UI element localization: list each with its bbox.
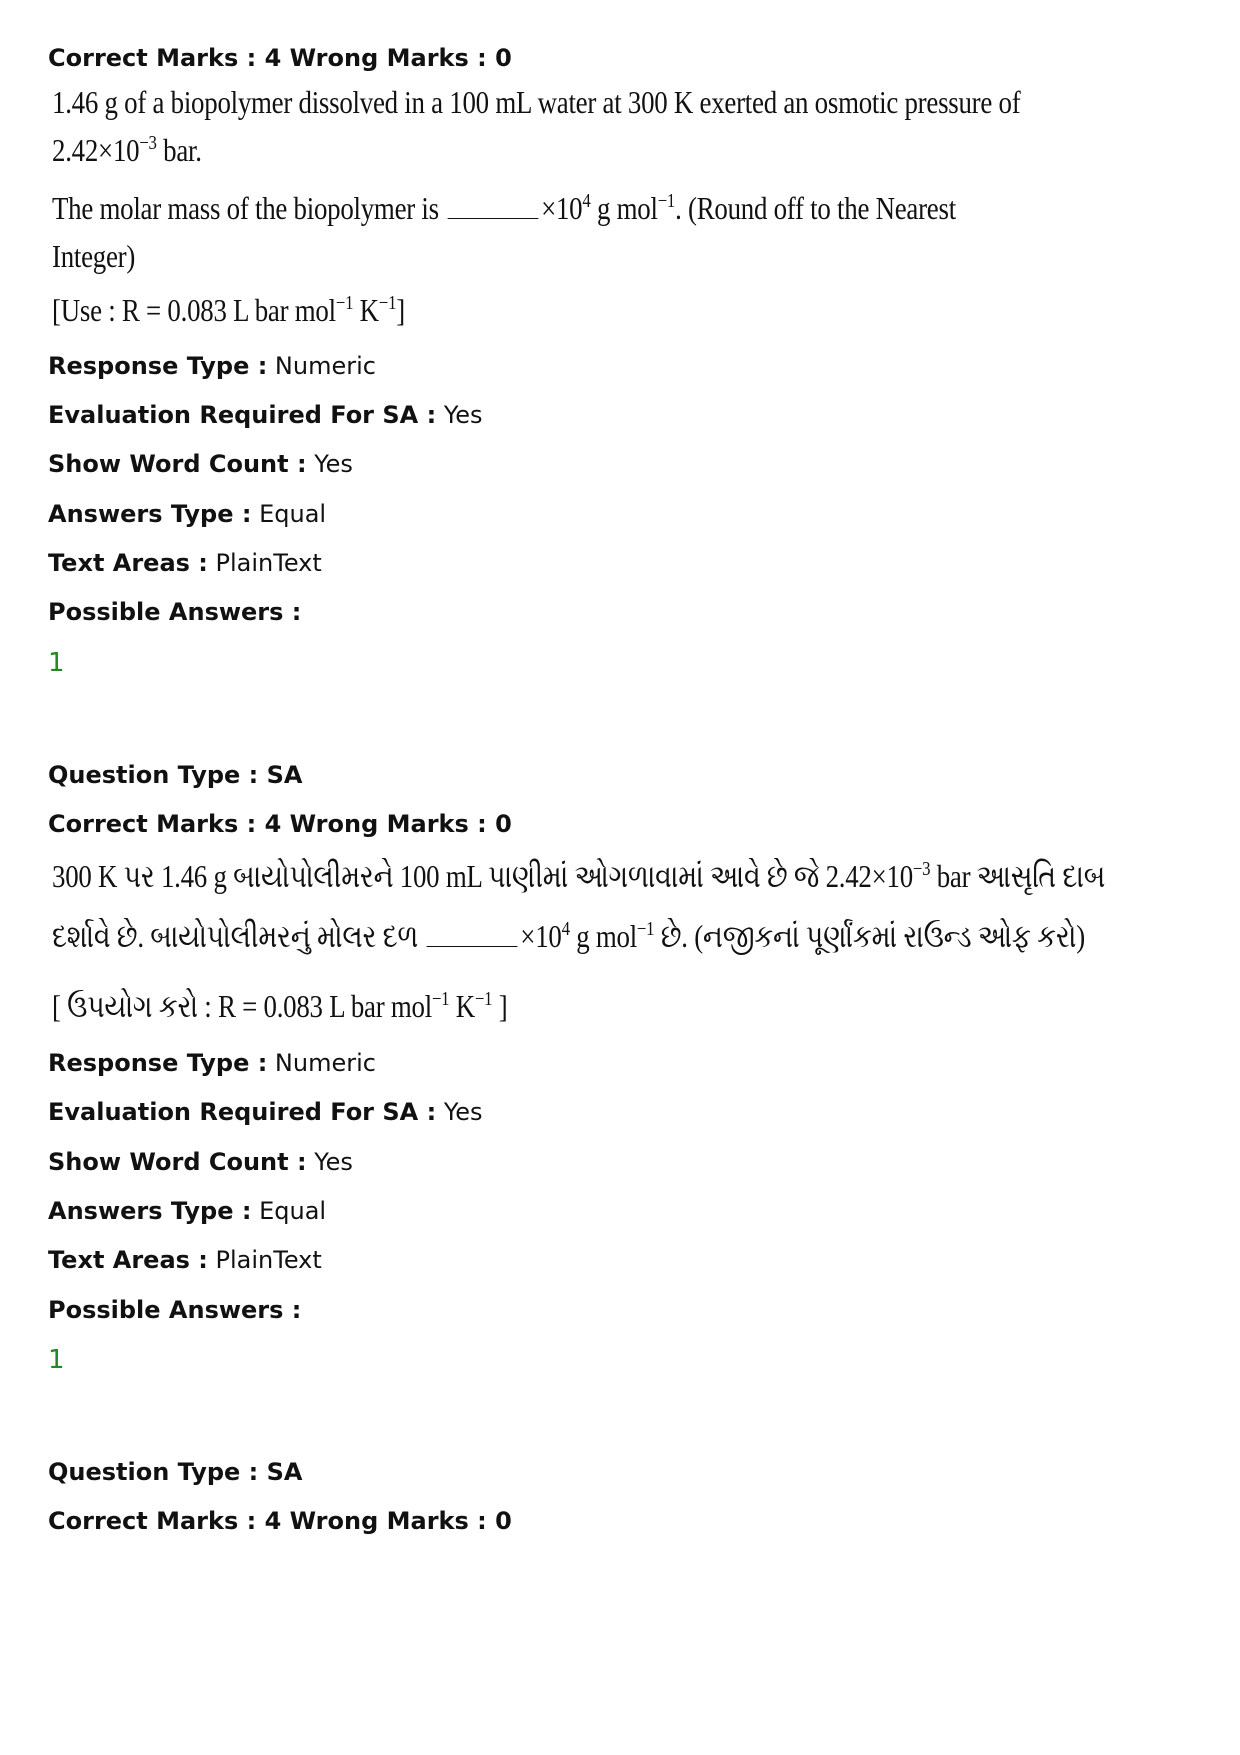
q1-line2-exp: −3 [139, 132, 157, 154]
answer-blank [448, 194, 539, 219]
q2-line3-b: K [449, 988, 475, 1024]
response-type-label: Response Type : [48, 352, 268, 380]
q1-text-areas [48, 549, 322, 577]
word-count-label: Show Word Count : [48, 1148, 307, 1176]
q1-line3-c: g mol [590, 190, 658, 226]
q2-line1-b: bar આસૃતિ દાબ [930, 858, 1106, 894]
text-areas-label: Text Areas : [48, 549, 208, 577]
q1-line3-b: ×10 [541, 190, 583, 226]
q2-possible-answer: 1 [48, 1345, 65, 1375]
q1-line3-exp2: −1 [657, 190, 676, 212]
q2-line2-c: g mol [569, 918, 637, 954]
q2-line2-d: છે. (નજીકનાં પૂર્ણાંકમાં રાઉન્ડ ઓફ કરો) [654, 918, 1085, 954]
response-type-label: Response Type : [48, 1049, 268, 1077]
q2-question-type: Question Type : SA [48, 761, 303, 789]
answers-type-value: Equal [251, 1197, 327, 1225]
q2-line2-exp2: −1 [636, 918, 655, 940]
word-count-label: Show Word Count : [48, 450, 307, 478]
q2-line3-exp1: −1 [431, 988, 450, 1010]
answers-type-label: Answers Type : [48, 1197, 252, 1225]
q2-line2-a: દર્શાવે છે. બાયોપોલીમરનું મોલર દળ [52, 918, 425, 954]
q1-show-word-count [48, 450, 353, 478]
q2-marks: Correct Marks : 4 Wrong Marks : 0 [48, 810, 512, 838]
evaluation-label: Evaluation Required For SA : [48, 1098, 437, 1126]
q2-line3-c: ] [492, 988, 508, 1024]
q1-line1-text: 1.46 g of a biopolymer dissolved in a 100 mL water at 300 K exerted an osmotic pressure of [52, 84, 1021, 120]
q2-line1-a: 300 K પર 1.46 g બાયોપોલીમરને 100 mL પાણીમાં ઓગળાવામાં આવે છે જે 2.42×10 [52, 858, 913, 894]
q2-question-line-3 [52, 988, 508, 1026]
evaluation-value: Yes [436, 1098, 483, 1126]
q2-answers-type [48, 1197, 326, 1225]
q1-question-line-3 [52, 190, 956, 227]
q1-question-line-1 [52, 84, 1020, 121]
q2-question-line-2 [52, 918, 1085, 956]
q2-line3-a: [ ઉપયોગ કરો : R = 0.083 L bar mol [52, 988, 432, 1024]
q3-marks: Correct Marks : 4 Wrong Marks : 0 [48, 1507, 512, 1535]
q2-line3-exp2: −1 [474, 988, 493, 1010]
q1-evaluation-required [48, 401, 483, 429]
q2-line1-exp: −3 [912, 858, 931, 880]
text-areas-value: PlainText [207, 1246, 322, 1274]
text-areas-label: Text Areas : [48, 1246, 208, 1274]
q2-line2-exp1: 4 [561, 918, 570, 940]
q1-possible-answers-label: Possible Answers : [48, 598, 302, 626]
answers-type-value: Equal [251, 500, 327, 528]
response-type-value: Numeric [267, 1049, 376, 1077]
q1-line2-b: bar. [156, 132, 202, 168]
q1-line5-exp2: −1 [378, 292, 397, 314]
q1-line5-exp1: −1 [335, 292, 354, 314]
q1-line3-a: The molar mass of the biopolymer is [52, 190, 446, 226]
evaluation-label: Evaluation Required For SA : [48, 401, 437, 429]
q2-evaluation-required [48, 1098, 483, 1126]
answer-blank [427, 922, 518, 947]
response-type-value: Numeric [267, 352, 376, 380]
q1-possible-answer: 1 [48, 648, 65, 678]
q1-line4-text: Integer) [52, 238, 136, 274]
word-count-value: Yes [306, 1148, 353, 1176]
q1-line5-c: ] [396, 292, 405, 328]
q1-marks: Correct Marks : 4 Wrong Marks : 0 [48, 44, 512, 72]
q2-show-word-count [48, 1148, 353, 1176]
q1-question-line-2 [52, 132, 202, 169]
q2-question-line-1 [52, 858, 1105, 896]
q1-line2-a: 2.42×10 [52, 132, 140, 168]
q1-line5-a: [Use : R = 0.083 L bar mol [52, 292, 336, 328]
answers-type-label: Answers Type : [48, 500, 252, 528]
q2-line2-b: ×10 [520, 918, 562, 954]
q3-question-type: Question Type : SA [48, 1458, 303, 1486]
q1-question-line-5 [52, 292, 405, 329]
q1-line3-d: . (Round off to the Nearest [675, 190, 956, 226]
q2-text-areas [48, 1246, 322, 1274]
q2-response-type [48, 1049, 376, 1077]
evaluation-value: Yes [436, 401, 483, 429]
word-count-value: Yes [306, 450, 353, 478]
q1-answers-type [48, 500, 326, 528]
q1-response-type [48, 352, 376, 380]
q1-line3-exp1: 4 [582, 190, 591, 212]
q1-line5-b: K [353, 292, 379, 328]
q2-possible-answers-label: Possible Answers : [48, 1296, 302, 1324]
q1-question-line-4 [52, 238, 135, 275]
text-areas-value: PlainText [207, 549, 322, 577]
